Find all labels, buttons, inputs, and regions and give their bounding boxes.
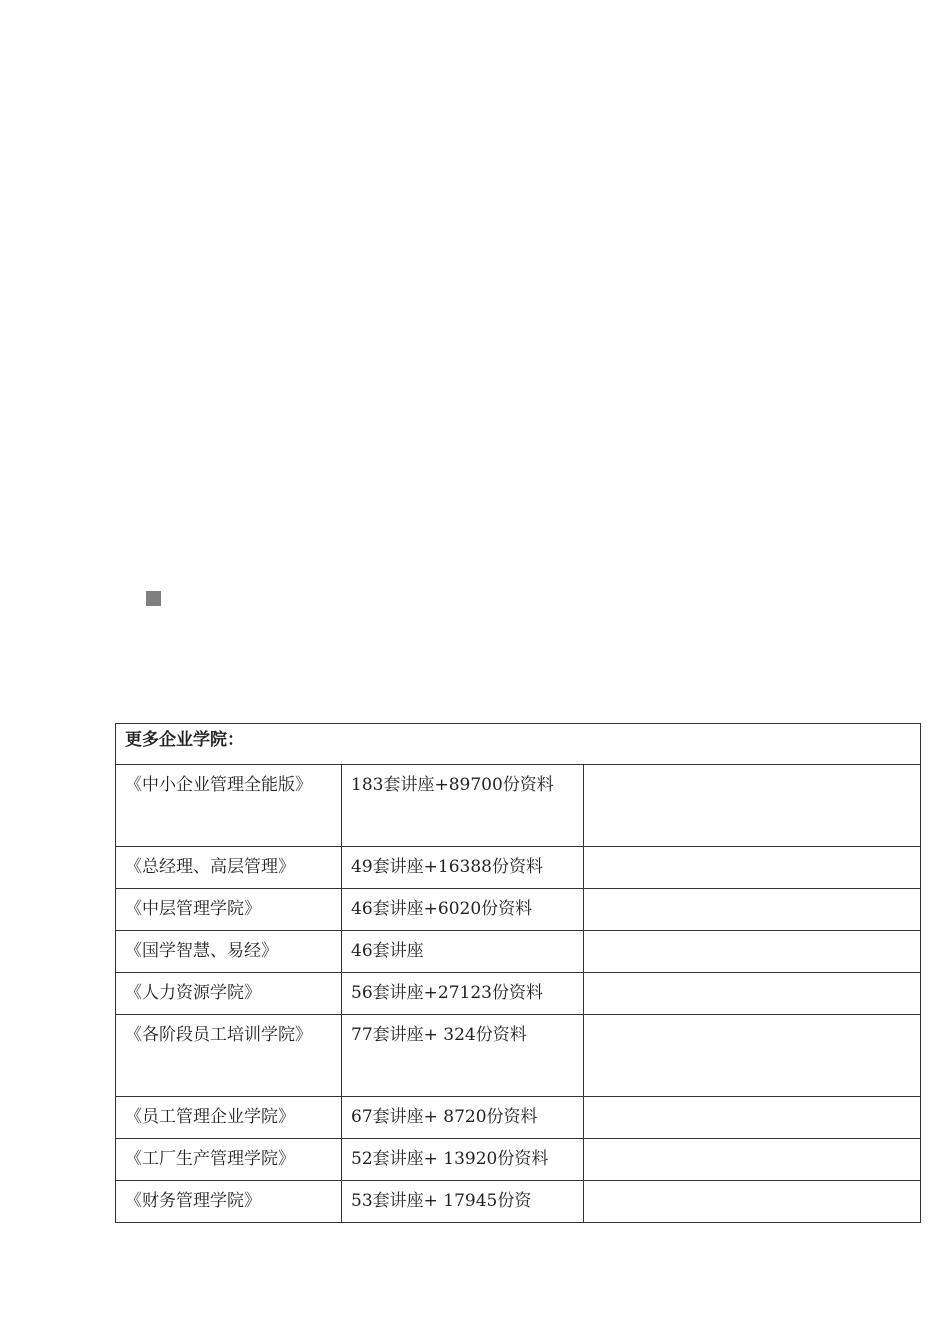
academy-name-cell — [116, 889, 342, 931]
academy-table — [115, 723, 921, 1223]
academy-name: 《员工管理企业学院》 — [125, 1107, 295, 1127]
table-row — [116, 1097, 921, 1139]
academy-name: 《各阶段员工培训学院》 — [125, 1025, 312, 1045]
square-bullet-icon — [146, 591, 161, 606]
academy-count-cell — [342, 973, 584, 1015]
academy-name: 《总经理、高层管理》 — [125, 857, 295, 877]
academy-count: 52套讲座+ 13920份资料 — [351, 1149, 549, 1169]
academy-extra-cell — [584, 765, 921, 847]
academy-count: 56套讲座+27123份资料 — [351, 983, 543, 1003]
academy-name: 《国学智慧、易经》 — [125, 941, 278, 961]
academy-count-cell — [342, 1097, 584, 1139]
academy-extra-cell — [584, 847, 921, 889]
table-row — [116, 1139, 921, 1181]
academy-count-cell — [342, 1015, 584, 1097]
academy-name-cell — [116, 765, 342, 847]
academy-name-cell — [116, 847, 342, 889]
table-row — [116, 1181, 921, 1223]
table-row — [116, 931, 921, 973]
table-row — [116, 973, 921, 1015]
academy-count-cell — [342, 765, 584, 847]
academy-count-cell — [342, 1181, 584, 1223]
academy-name-cell — [116, 1181, 342, 1223]
academy-name: 《中小企业管理全能版》 — [125, 775, 312, 795]
academy-count: 67套讲座+ 8720份资料 — [351, 1107, 538, 1127]
academy-count: 53套讲座+ 17945份资 — [351, 1191, 532, 1211]
academy-name-cell — [116, 973, 342, 1015]
academy-count-cell — [342, 889, 584, 931]
academy-name: 《财务管理学院》 — [125, 1191, 261, 1211]
academy-count: 77套讲座+ 324份资料 — [351, 1025, 527, 1045]
academy-count: 183套讲座+89700份资料 — [351, 775, 554, 795]
academy-name-cell — [116, 1097, 342, 1139]
table-row — [116, 765, 921, 847]
academy-count-cell — [342, 931, 584, 973]
academy-name: 《人力资源学院》 — [125, 983, 261, 1003]
academy-extra-cell — [584, 973, 921, 1015]
academy-count-cell — [342, 1139, 584, 1181]
table-header-row — [116, 724, 921, 765]
academy-extra-cell — [584, 1181, 921, 1223]
table-row — [116, 1015, 921, 1097]
academy-extra-cell — [584, 931, 921, 973]
academy-name: 《工厂生产管理学院》 — [125, 1149, 295, 1169]
academy-extra-cell — [584, 1015, 921, 1097]
academy-extra-cell — [584, 1139, 921, 1181]
academy-name-cell — [116, 1015, 342, 1097]
academy-name-cell — [116, 1139, 342, 1181]
table-title: 更多企业学院： — [116, 724, 921, 765]
table-row — [116, 889, 921, 931]
academy-extra-cell — [584, 1097, 921, 1139]
academy-name: 《中层管理学院》 — [125, 899, 261, 919]
academy-count: 46套讲座+6020份资料 — [351, 899, 533, 919]
academy-count: 46套讲座 — [351, 941, 424, 961]
academy-extra-cell — [584, 889, 921, 931]
table-row — [116, 847, 921, 889]
academy-count-cell — [342, 847, 584, 889]
academy-count: 49套讲座+16388份资料 — [351, 857, 543, 877]
academy-name-cell — [116, 931, 342, 973]
